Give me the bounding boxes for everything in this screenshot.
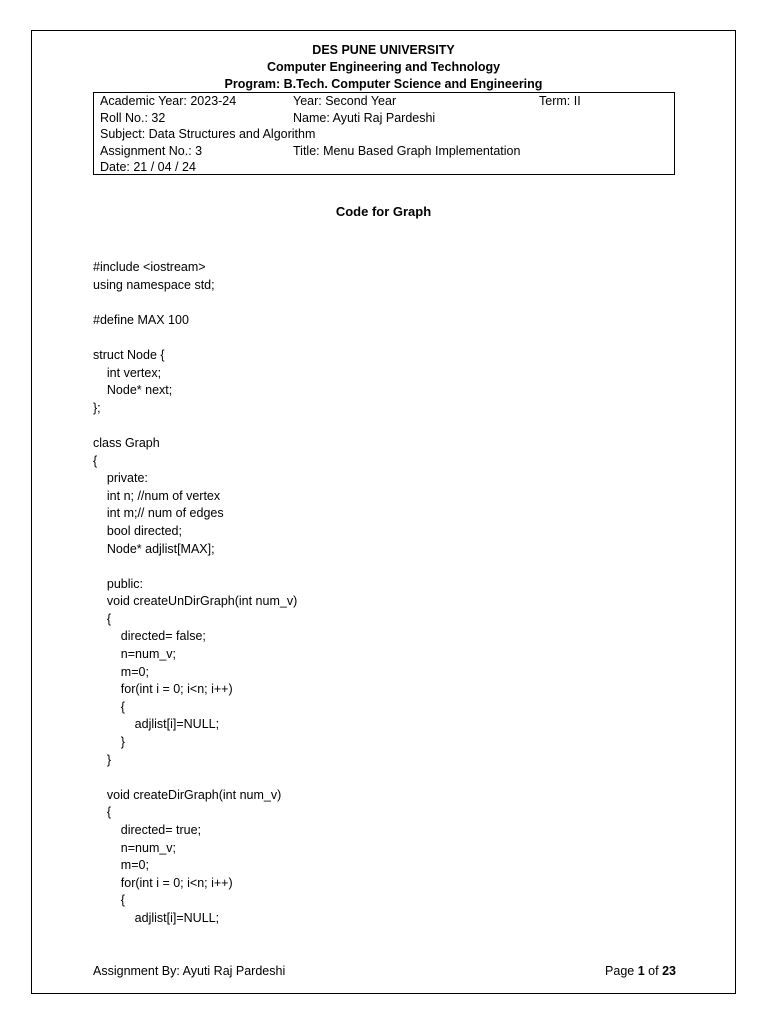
code-line: {	[93, 453, 98, 468]
document-header	[31, 42, 736, 93]
code-line: int n; //num of vertex	[93, 488, 221, 503]
code-line: for(int i = 0; i<n; i++)	[93, 682, 233, 697]
page-word: Page	[605, 964, 635, 978]
code-line: class Graph	[93, 435, 160, 450]
code-line: int vertex;	[93, 365, 162, 380]
code-line: private:	[93, 471, 148, 486]
code-line: adjlist[i]=NULL;	[93, 717, 220, 732]
student-name: Name: Ayuti Raj Pardeshi	[293, 110, 436, 125]
footer-page-number	[605, 963, 676, 980]
code-line	[93, 417, 297, 435]
code-line: directed= false;	[93, 629, 206, 644]
code-line: Node* next;	[93, 383, 173, 398]
code-line: m=0;	[93, 664, 149, 679]
code-line: int m;// num of edges	[93, 506, 224, 521]
code-line: m=0;	[93, 858, 149, 873]
code-line: Node* adjlist[MAX];	[93, 541, 215, 556]
code-line: n=num_v;	[93, 840, 177, 855]
code-line	[93, 769, 297, 787]
code-line: #include <iostream>	[93, 260, 206, 274]
code-line: struct Node {	[93, 347, 165, 362]
code-line: }	[93, 735, 125, 750]
code-line: directed= true;	[93, 823, 202, 837]
academic-year: Academic Year: 2023-24	[100, 94, 237, 108]
page-of: of	[648, 964, 659, 978]
page-current: 1	[637, 964, 645, 978]
term: Term: II	[539, 94, 581, 108]
code-line: bool directed;	[93, 523, 182, 538]
roll-no: Roll No.: 32	[100, 110, 166, 125]
footer-author: Assignment By: Ayuti Raj Pardeshi	[93, 964, 286, 978]
code-line: {	[93, 893, 125, 908]
assignment-no: Assignment No.: 3	[100, 143, 203, 158]
code-line	[93, 329, 297, 347]
code-line: {	[93, 699, 125, 714]
info-row-4	[100, 143, 676, 160]
info-row-5	[100, 159, 676, 176]
code-line: }	[93, 752, 112, 767]
code-line: adjlist[i]=NULL;	[93, 910, 220, 925]
code-line	[93, 558, 297, 576]
code-line: #define MAX 100	[93, 312, 189, 327]
subject: Subject: Data Structures and Algorithm	[100, 127, 316, 141]
code-line: using namespace std;	[93, 277, 215, 292]
year: Year: Second Year	[293, 94, 397, 108]
info-table	[93, 92, 675, 175]
code-line: for(int i = 0; i<n; i++)	[93, 875, 233, 890]
department-name: Computer Engineering and Technology	[266, 60, 501, 74]
assignment-title: Title: Menu Based Graph Implementation	[293, 143, 521, 158]
program-name: Program: B.Tech. Computer Science and Engineering	[224, 77, 543, 91]
code-line	[93, 294, 297, 312]
page-total: 23	[662, 964, 676, 978]
info-row-1	[100, 93, 676, 110]
info-row-3	[100, 126, 676, 143]
university-name: DES PUNE UNIVERSITY	[312, 43, 455, 57]
code-line: void createUnDirGraph(int num_v)	[93, 594, 298, 609]
code-line: public:	[93, 576, 144, 591]
code-line: {	[93, 611, 112, 626]
code-line: {	[93, 805, 112, 820]
date: Date: 21 / 04 / 24	[100, 160, 196, 174]
code-block	[93, 259, 297, 928]
code-line: n=num_v;	[93, 647, 177, 662]
section-title: Code for Graph	[335, 204, 432, 219]
info-row-2	[100, 110, 676, 127]
code-line: void createDirGraph(int num_v)	[93, 787, 282, 802]
code-line: };	[93, 400, 101, 415]
